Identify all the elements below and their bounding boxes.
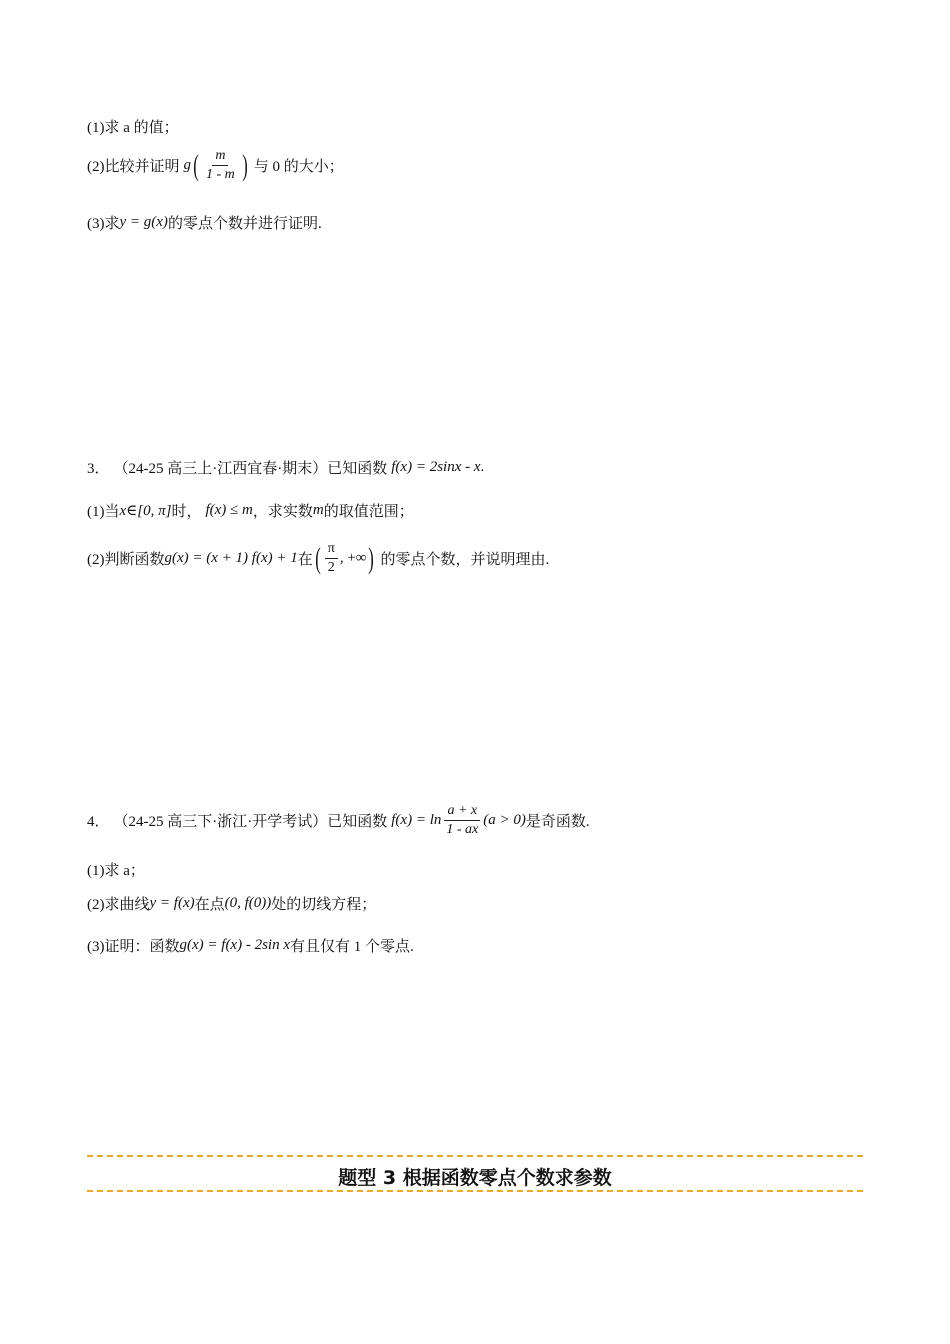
- p3-part2-expr: g(x) = (x + 1) f(x) + 1: [164, 550, 298, 566]
- p4-number: 4．: [87, 814, 110, 830]
- p4-part2-prefix: (2)求曲线: [87, 897, 150, 913]
- p3-function: f(x) = 2sinx - x: [391, 459, 481, 475]
- p4-part3-suffix: 有且仅有 1 个零点.: [290, 939, 414, 955]
- p3-part1: [87, 500, 414, 521]
- p4-part3-expr: g(x) = f(x) - 2sin x: [179, 937, 290, 953]
- p4-part2-suffix: 处的切线方程；: [271, 897, 377, 913]
- p2-part3-suffix: 的零点个数并进行证明.: [167, 216, 322, 232]
- fraction-denominator: 2: [327, 560, 335, 575]
- p4-log-fraction: [443, 803, 481, 838]
- p3-part2-pi-half: [325, 541, 338, 576]
- p2-part1-text: (1)求 a 的值；: [87, 120, 179, 136]
- right-paren: ): [242, 148, 248, 182]
- p3-header: [87, 457, 484, 478]
- p2-part2: [87, 148, 344, 183]
- p4-part2-mid: 在点: [194, 897, 225, 913]
- p2-part1: [87, 116, 179, 137]
- p3-number: 3．: [87, 461, 110, 477]
- p3-source: （24-25 高三上·江西宜春·期末）已知函数: [113, 461, 388, 477]
- p2-part3-expr: y = g(x): [119, 214, 168, 230]
- p3-part2: [87, 541, 549, 576]
- p2-part2-g: g: [183, 157, 191, 173]
- p4-part2-point: (0, f(0)): [224, 895, 272, 911]
- p3-part1-ineq: f(x) ≤ m: [205, 502, 253, 518]
- p3-end: .: [480, 459, 485, 475]
- right-paren: ): [368, 541, 375, 575]
- p4-header: [87, 803, 590, 838]
- p3-part2-prefix: (2)判断函数: [87, 552, 165, 568]
- p2-part3-prefix: (3)求: [87, 216, 120, 232]
- p3-part1-mid: 时，: [171, 504, 202, 520]
- fraction-denominator: 1 - ax: [446, 822, 479, 837]
- p3-part1-end: 的取值范围；: [323, 504, 414, 520]
- top-divider: [87, 1155, 863, 1157]
- p3-part2-suffix: 的零点个数，并说明理由.: [380, 552, 550, 568]
- p3-part1-prefix: (1)当: [87, 504, 120, 520]
- p4-part2: [87, 893, 376, 914]
- section-title: 题型 3 根据函数零点个数求参数: [338, 1167, 612, 1189]
- p2-part2-fraction: [203, 148, 238, 183]
- p4-condition: (a > 0): [483, 812, 526, 828]
- p4-part1-text: (1)求 a；: [87, 863, 145, 879]
- fraction-denominator: 1 - m: [206, 167, 235, 182]
- p4-source: （24-25 高三下·浙江·开学考试）已知函数: [113, 814, 388, 830]
- p3-part1-suffix: ，求实数: [252, 504, 313, 520]
- p4-part2-expr: y = f(x): [149, 895, 195, 911]
- p3-part1-var: m: [312, 502, 324, 518]
- fraction-numerator: π: [325, 541, 338, 559]
- p2-part2-suffix: 与 0 的大小；: [253, 159, 344, 175]
- p4-part3-prefix: (3)证明：函数: [87, 939, 180, 955]
- p4-function-left: f(x) = ln: [391, 812, 442, 828]
- p2-part2-prefix: (2)比较并证明: [87, 159, 180, 175]
- left-paren: (: [315, 541, 321, 575]
- left-paren: (: [193, 148, 199, 182]
- p4-end: 是奇函数.: [525, 814, 590, 830]
- fraction-numerator: m: [212, 148, 228, 166]
- p4-part3: [87, 935, 414, 956]
- bottom-divider: [87, 1190, 863, 1192]
- p4-part1: [87, 859, 145, 880]
- p2-part3: [87, 212, 322, 233]
- p3-part2-interval-rest: , +∞: [339, 550, 367, 566]
- fraction-numerator: a + x: [444, 803, 480, 821]
- p3-part1-domain: x∈[0, π]: [119, 503, 172, 519]
- p3-part2-in: 在: [297, 552, 313, 568]
